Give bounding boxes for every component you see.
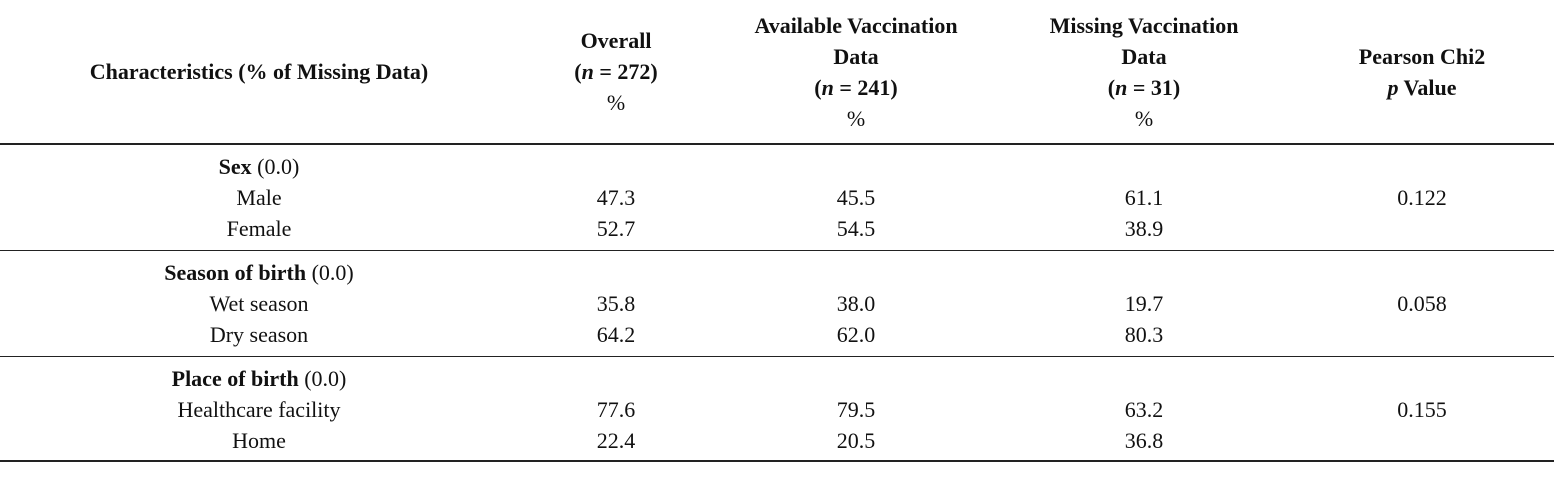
cell-p-value: 0.155 xyxy=(1397,397,1447,422)
row-label: Wet season xyxy=(209,291,309,316)
cell-overall: 22.4 xyxy=(518,425,714,461)
row-label: Male xyxy=(236,185,282,210)
header-pvalue-subtitle: p Value xyxy=(1387,74,1457,100)
group-name: Sex xyxy=(218,154,252,179)
header-overall xyxy=(518,0,714,144)
table-row xyxy=(0,319,1554,357)
cell-p-value: 0.122 xyxy=(1397,185,1447,210)
cell-overall: 77.6 xyxy=(596,397,636,422)
group-header-row xyxy=(0,357,1554,395)
header-pvalue-title: Pearson Chi2 xyxy=(1358,43,1486,69)
header-available-title-1: Available Vaccination xyxy=(754,12,958,38)
cell-available: 62.0 xyxy=(714,319,998,357)
table-row xyxy=(0,288,1554,319)
cell-available: 38.0 xyxy=(836,291,876,316)
header-missing-title-2: Data xyxy=(1121,43,1167,69)
cell-missing: 61.1 xyxy=(1124,185,1164,210)
header-overall-n: (n = 272) xyxy=(574,59,658,84)
header-characteristics-label: Characteristics (% of Missing Data) xyxy=(89,59,429,84)
header-available xyxy=(714,0,998,144)
header-available-title-2: Data xyxy=(833,43,879,69)
row-label: Female xyxy=(0,213,518,251)
header-overall-unit: % xyxy=(606,90,626,115)
cell-available: 54.5 xyxy=(714,213,998,251)
row-label: Dry season xyxy=(0,319,518,357)
header-missing-title-1: Missing Vaccination xyxy=(1049,12,1239,38)
cell-available: 79.5 xyxy=(836,397,876,422)
group-missing: (0.0) xyxy=(298,366,347,391)
group-name: Place of birth xyxy=(171,366,299,391)
group-header-row xyxy=(0,144,1554,182)
header-missing-unit: % xyxy=(1134,105,1154,131)
header-overall-title: Overall xyxy=(580,28,652,53)
header-missing xyxy=(998,0,1290,144)
cell-available: 45.5 xyxy=(836,185,876,210)
group-missing: (0.0) xyxy=(306,260,354,285)
table-header xyxy=(0,0,1554,144)
cell-missing: 36.8 xyxy=(998,425,1290,461)
group-header-row xyxy=(0,251,1554,289)
cell-missing: 19.7 xyxy=(1124,291,1164,316)
row-label: Healthcare facility xyxy=(177,397,341,422)
cell-available: 20.5 xyxy=(714,425,998,461)
table-body xyxy=(0,144,1554,461)
header-available-n: (n = 241) xyxy=(814,74,898,100)
cell-p-value: 0.058 xyxy=(1397,291,1447,316)
cell-missing: 63.2 xyxy=(1124,397,1164,422)
cell-missing: 80.3 xyxy=(998,319,1290,357)
table-row xyxy=(0,394,1554,425)
group-title xyxy=(0,251,518,289)
header-missing-n: (n = 31) xyxy=(1107,74,1181,100)
header-available-unit: % xyxy=(846,105,866,131)
table-row xyxy=(0,182,1554,213)
cell-overall: 52.7 xyxy=(518,213,714,251)
group-title xyxy=(0,357,518,395)
row-label: Home xyxy=(0,425,518,461)
cell-missing: 38.9 xyxy=(998,213,1290,251)
table-row xyxy=(0,213,1554,251)
cell-overall: 35.8 xyxy=(596,291,636,316)
header-row xyxy=(0,0,1554,144)
header-characteristics xyxy=(0,0,518,144)
header-pvalue xyxy=(1290,0,1554,144)
group-title xyxy=(0,144,518,182)
group-name: Season of birth xyxy=(164,260,307,285)
table-row xyxy=(0,425,1554,461)
group-missing: (0.0) xyxy=(251,154,300,179)
cell-overall: 47.3 xyxy=(596,185,636,210)
cell-overall: 64.2 xyxy=(518,319,714,357)
